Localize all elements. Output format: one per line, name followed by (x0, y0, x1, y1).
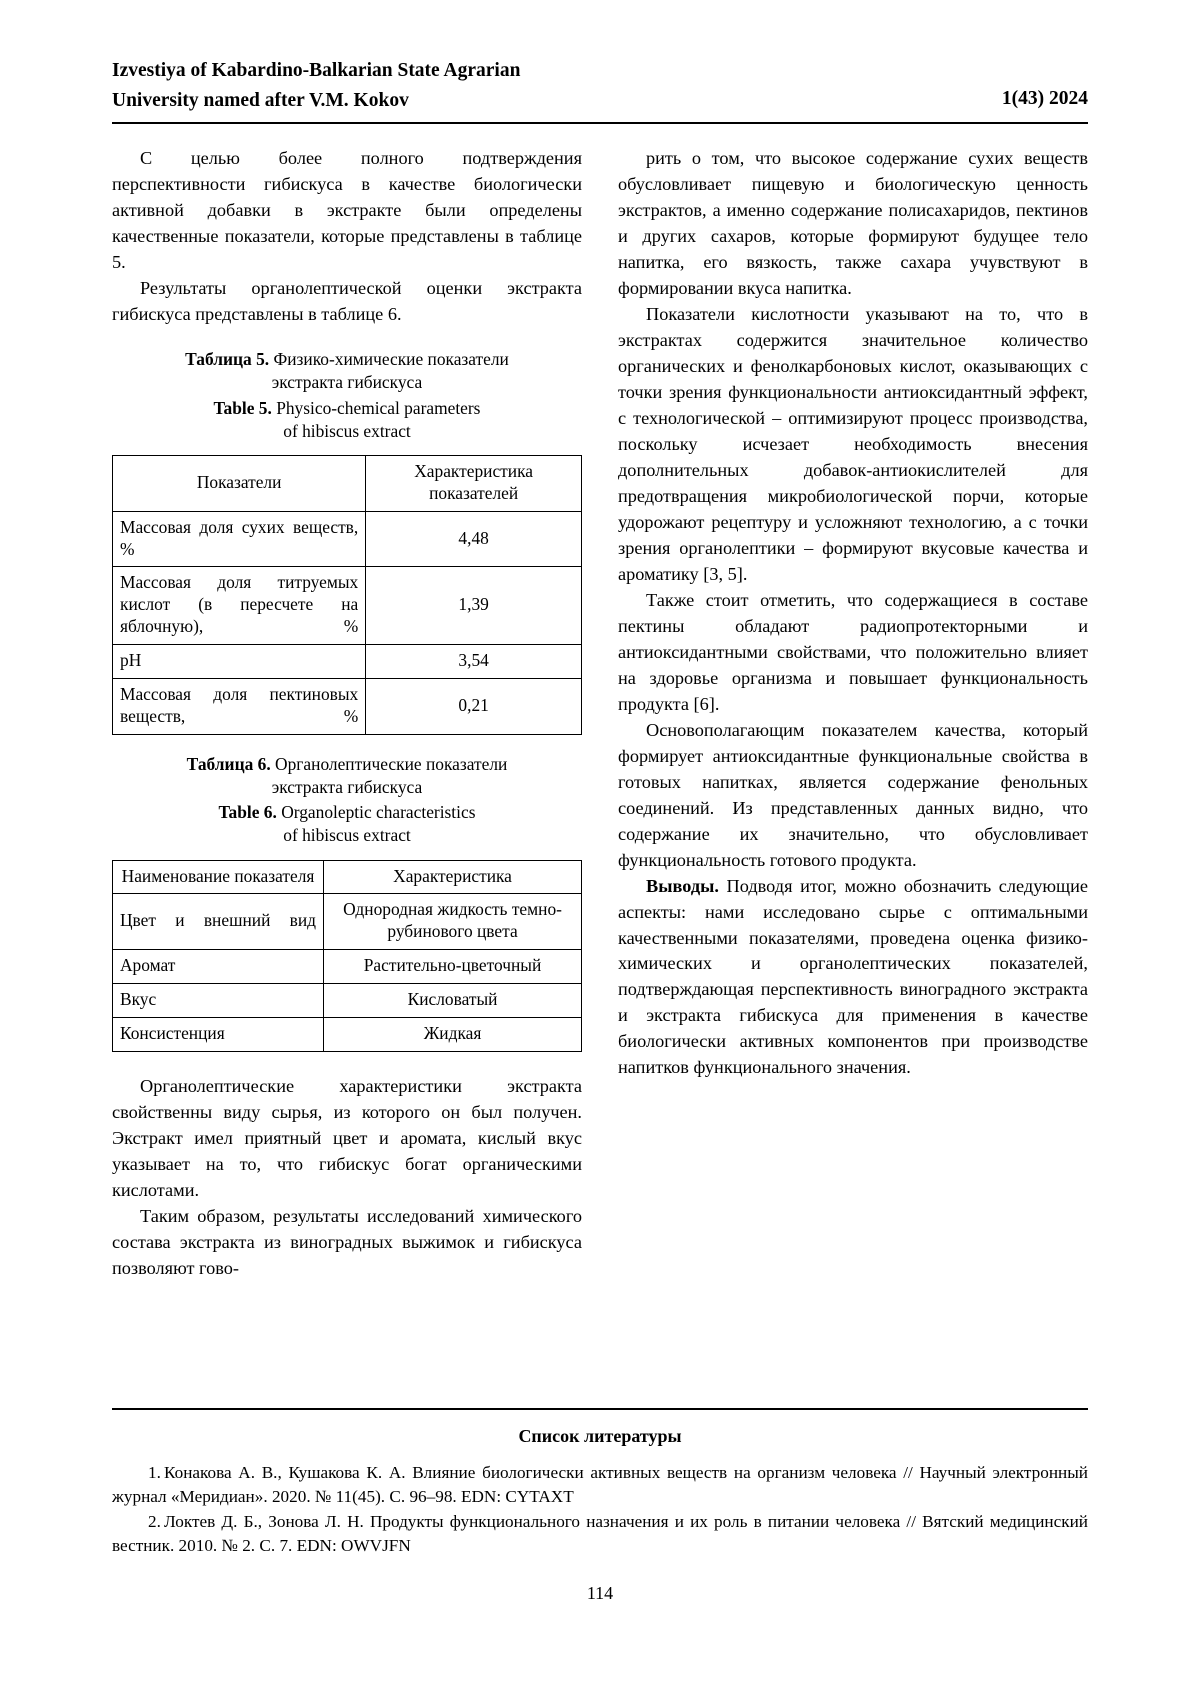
paragraph: Таким образом, результаты исследований химического состава экстракта из виноградных выжимок и гибискуса позволяют гово- (112, 1205, 582, 1278)
table6-row2-label: Вкус (113, 984, 324, 1018)
table-row (113, 984, 582, 1018)
left-column (112, 146, 582, 1281)
table-row (113, 894, 582, 950)
table-row (113, 679, 582, 735)
table6-caption-ru (112, 753, 582, 799)
running-head (112, 56, 1088, 124)
table5-caption-ru-line2: экстракта гибискуса (271, 372, 423, 393)
issue-number: 1(43) 2024 (1001, 88, 1088, 110)
reference-text: Локтев Д. Б., Зонова Л. Н. Продукты функционального назначения и их роль в питании человека // Вятский медицинский вестник. 2010. № 2. С. 7. EDN: OWVJFN (112, 1512, 1088, 1556)
paragraph: Также стоит отметить, что содержащиеся в составе пектины обладают радиопротекторными и антиоксидантными свойствами, что положительно влияет на здоровье организма и повышает функциональность продукта [6]. (618, 589, 1088, 714)
paragraph: Основополагающим показателем качества, который формирует антиоксидантные функциональные свойства в готовых напитках, является содержание фенольных соединений. Из представленных данных видно, что содержание их значительно, что обусловливает функциональность готового продукта. (618, 719, 1088, 870)
table5-row1-label: Массовая доля титруемых кислот (в пересчете на яблочную), % (113, 567, 366, 645)
table5-header-indicator: Показатели (113, 455, 366, 511)
table5-row0-value: 4,48 (366, 511, 582, 567)
journal-title-line1: Izvestiya of Kabardino-Balkarian State Agrarian (112, 60, 521, 81)
table5-header-characteristic: Характеристика показателей (366, 455, 582, 511)
table5-row3-label: Массовая доля пектиновых веществ, % (113, 679, 366, 735)
table5-caption-ru-label: Таблица 5. (185, 349, 270, 370)
journal-title (112, 56, 520, 116)
table5-row0-label: Массовая доля сухих веществ, % (113, 511, 366, 567)
table-row (113, 567, 582, 645)
reference-number: 1. (148, 1463, 161, 1482)
conclusions-paragraph (618, 874, 1088, 1082)
table5-row3-value: 0,21 (366, 679, 582, 735)
table6-row0-value: Однородная жидкость темно-рубинового цвета (324, 894, 582, 950)
table-row (113, 645, 582, 679)
table5-caption-ru (112, 348, 582, 394)
table-organoleptic (112, 860, 582, 1053)
reference-text: Конакова А. В., Кушакова К. А. Влияние биологически активных веществ на организм человека // Научный электронный журнал «Меридиан». 2020. № 11(45). С. 96–98. EDN: CYTAXT (112, 1463, 1088, 1506)
paragraph: Результаты органолептической оценки экстракта гибискуса представлены в таблице 6. (112, 278, 582, 325)
paragraph: Органолептические характеристики экстракта свойственны виду сырья, из которого он был получен. Экстракт имел приятный цвет и аромата, кислый вкус указывает на то, что гибискус богат органическими кислотами. (112, 1076, 582, 1200)
table6-header-name: Наименование показателя (113, 860, 324, 894)
table-row (113, 1018, 582, 1052)
conclusions-text: Подводя итог, можно обозначить следующие аспекты: нами исследовано сырье с оптимальными качественными показателями, проведена оценка физико-химических и органолептических показателей, подтверждающая перспективность виноградного экстракта и экстракта гибискуса для применения в качестве биологически активных компонентов при производстве напитков функционального значения. (618, 875, 1088, 1078)
reference-item (112, 1461, 1088, 1508)
table-row (113, 950, 582, 984)
references-section (112, 1408, 1088, 1560)
table6-caption-ru-line2: экстракта гибискуса (271, 777, 423, 798)
table6-caption-en (112, 801, 582, 847)
table6-caption-ru-text: Органолептические показатели (270, 754, 508, 774)
table6-caption-en-text: Organoleptic characteristics (276, 802, 476, 823)
table-header-row (113, 860, 582, 894)
reference-item (112, 1510, 1088, 1557)
table5-caption-en-line2: of hibiscus extract (283, 420, 411, 441)
table6-caption-ru-label: Таблица 6. (186, 754, 271, 774)
references-divider (112, 1408, 1088, 1410)
table6-caption-en-label: Table 6. (218, 802, 277, 823)
table6-caption-en-line2: of hibiscus extract (283, 825, 411, 846)
conclusions-lead: Выводы. (646, 875, 719, 896)
table5-row1-value: 1,39 (366, 567, 582, 645)
table5-caption-en-label: Table 5. (213, 397, 272, 418)
journal-title-line2: University named after V.M. Kokov (112, 90, 409, 112)
table5-caption-ru-text: Физико-химические показатели (269, 349, 509, 370)
table6-header-characteristic: Характеристика (324, 860, 582, 894)
right-column (618, 146, 1088, 1281)
table-header-row (113, 455, 582, 511)
table6-row1-label: Аромат (113, 950, 324, 984)
table6-row3-label: Консистенция (113, 1018, 324, 1052)
table6-row3-value: Жидкая (324, 1018, 582, 1052)
reference-number: 2. (148, 1512, 161, 1532)
table5-row2-label: pH (113, 645, 366, 679)
table5-row2-value: 3,54 (366, 645, 582, 679)
paragraph: С целью более полного подтверждения перспективности гибискуса в качестве биологически активной добавки в экстракте были определены качественные показатели, которые представлены в таблице 5. (112, 148, 582, 273)
two-column-body (112, 146, 1088, 1281)
page-number: 114 (586, 1583, 614, 1603)
table-physico-chemical (112, 455, 582, 735)
table6-row2-value: Кисловатый (324, 984, 582, 1018)
paragraph: рить о том, что высокое содержание сухих веществ обусловливает пищевую и биологическую ценность экстрактов, а именно содержание полисахаридов, пектинов и других сахаров, которые формируют будущее тело напитка, его вязкость, также сахара учувствуют в формировании вкуса напитка. (618, 148, 1088, 299)
table5-caption-en-text: Physico-chemical parameters (271, 397, 481, 418)
table6-row0-label: Цвет и внешний вид (113, 894, 324, 950)
table-row (113, 511, 582, 567)
references-title: Список литературы (518, 1426, 682, 1446)
paragraph: Показатели кислотности указывают на то, что в экстрактах содержится значительное количество органических и фенолкарбоновых кислот, оказывающих с точки зрения функциональности антиоксидантный эффект, с технологической – оптимизируют процесс производства, поскольку исчезает необходимость внесения дополнительных добавок-антиокислителей для предотвращения микробиологической порчи, которые удорожают рецептуру и усложняют технологию, а с точки зрения органолептики – формируют вкусовые качества и ароматику [3, 5]. (618, 304, 1088, 584)
table5-caption-en (112, 397, 582, 443)
table6-row1-value: Растительно-цветочный (324, 950, 582, 984)
